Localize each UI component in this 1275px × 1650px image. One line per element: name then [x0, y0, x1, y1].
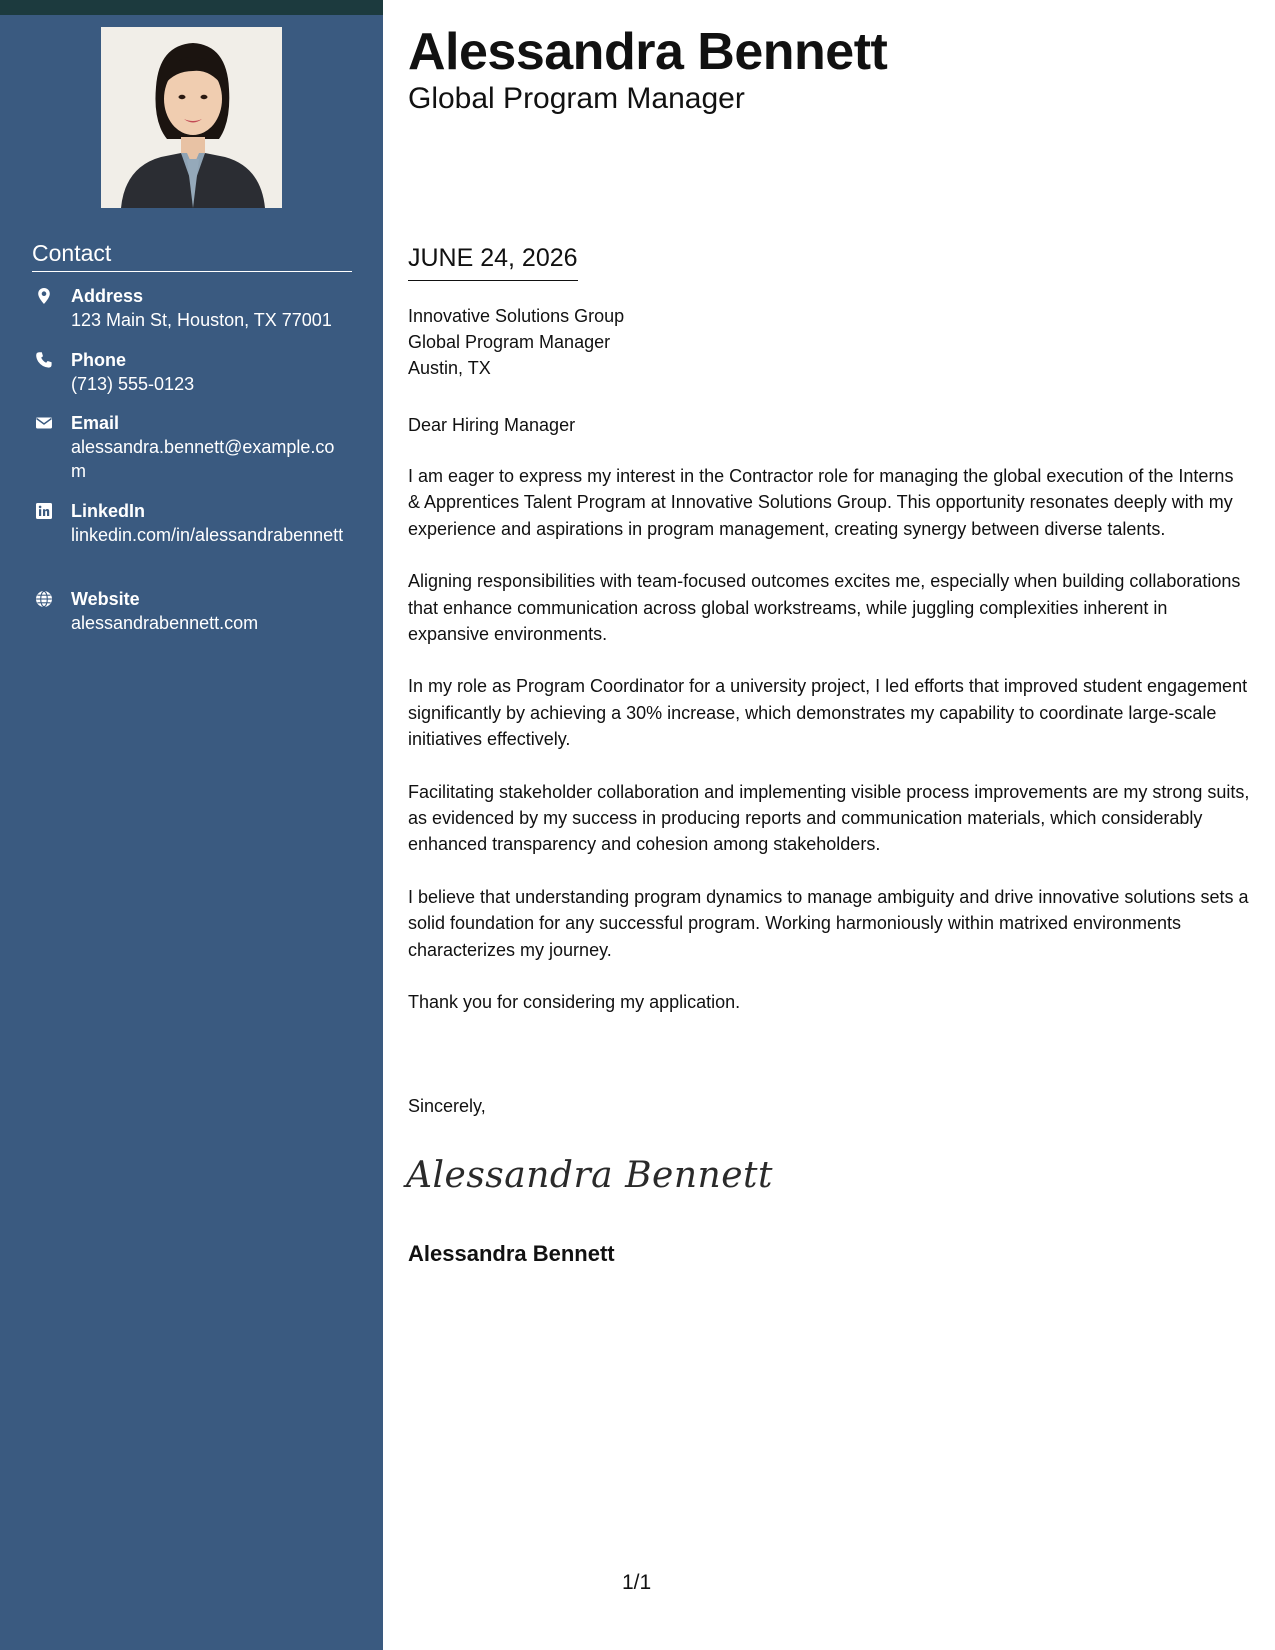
contact-label: LinkedIn: [71, 501, 146, 521]
closing: Sincerely,: [408, 1096, 486, 1116]
recipient-block: [408, 303, 624, 381]
avatar: [101, 27, 282, 208]
contact-value: (713) 555-0123: [71, 374, 195, 394]
applicant-title: Global Program Manager: [408, 82, 745, 115]
contact-website: [32, 587, 352, 635]
body-paragraph: Aligning responsibilities with team-focused outcomes excites me, especially when building collaborations that enhance communication across global workstreams, while juggling complexities inherent in expansive environments.: [408, 571, 1241, 645]
contact-label: Address: [71, 286, 144, 306]
contact-email: [32, 411, 352, 483]
contact-label: Website: [71, 589, 140, 609]
body-paragraph: I believe that understanding program dynamics to manage ambiguity and drive innovative solutions sets a solid foundation for any successful program. Working harmoniously within matrixed environments characterizes my journey.: [408, 886, 1249, 960]
salutation: Dear Hiring Manager: [408, 415, 576, 435]
body-paragraph: In my role as Program Coordinator for a university project, I led efforts that improved student engagement significantly by achieving a 30% increase, which demonstrates my capability to coordinate large-scale initiatives effectively.: [408, 676, 1248, 750]
contact-phone: [32, 348, 352, 396]
recipient-company: Innovative Solutions Group: [408, 306, 625, 326]
signature: Alessandra Bennett: [406, 1155, 773, 1196]
contact-address: [32, 284, 352, 332]
applicant-name: Alessandra Bennett: [408, 23, 888, 81]
body-paragraph: Thank you for considering my application.: [408, 992, 741, 1013]
contact-linkedin: [32, 499, 352, 547]
letter-body: [408, 463, 1250, 1042]
recipient-position: Global Program Manager: [408, 332, 611, 352]
envelope-icon: [35, 414, 53, 432]
contact-value: alessandrabennett.com: [71, 613, 259, 633]
contact-label: Email: [71, 413, 120, 433]
contact-heading: Contact: [32, 240, 352, 272]
globe-icon: [35, 590, 53, 608]
body-paragraph: Facilitating stakeholder collaboration and implementing visible process improvements are my strong suits, as evidenced by my success in producing reports and communication materials, which considerably enhanced transparency and cohesion among stakeholders.: [408, 781, 1250, 855]
contact-value: 123 Main St, Houston, TX 77001: [71, 310, 332, 330]
recipient-location: Austin, TX: [408, 358, 491, 378]
profile-photo: [101, 27, 282, 208]
letter-date: JUNE 24, 2026: [408, 244, 578, 281]
contact-value: linkedin.com/in/alessandrabennett: [71, 525, 344, 545]
contact-label: Phone: [71, 350, 127, 370]
top-accent-bar: [0, 0, 383, 15]
signed-name: Alessandra Bennett: [408, 1241, 615, 1266]
contact-value: alessandra.bennett@example.com: [71, 437, 335, 481]
page-number: 1/1: [622, 1571, 652, 1594]
location-pin-icon: [35, 287, 53, 305]
phone-icon: [35, 351, 53, 369]
linkedin-icon: [35, 502, 53, 520]
body-paragraph: I am eager to express my interest in the Contractor role for managing the global execution of the Interns & Apprentices Talent Program at Innovative Solutions Group. This opportunity resonates deeply with my experience and aspirations in program management, creating synergy between diverse talents.: [408, 466, 1234, 539]
